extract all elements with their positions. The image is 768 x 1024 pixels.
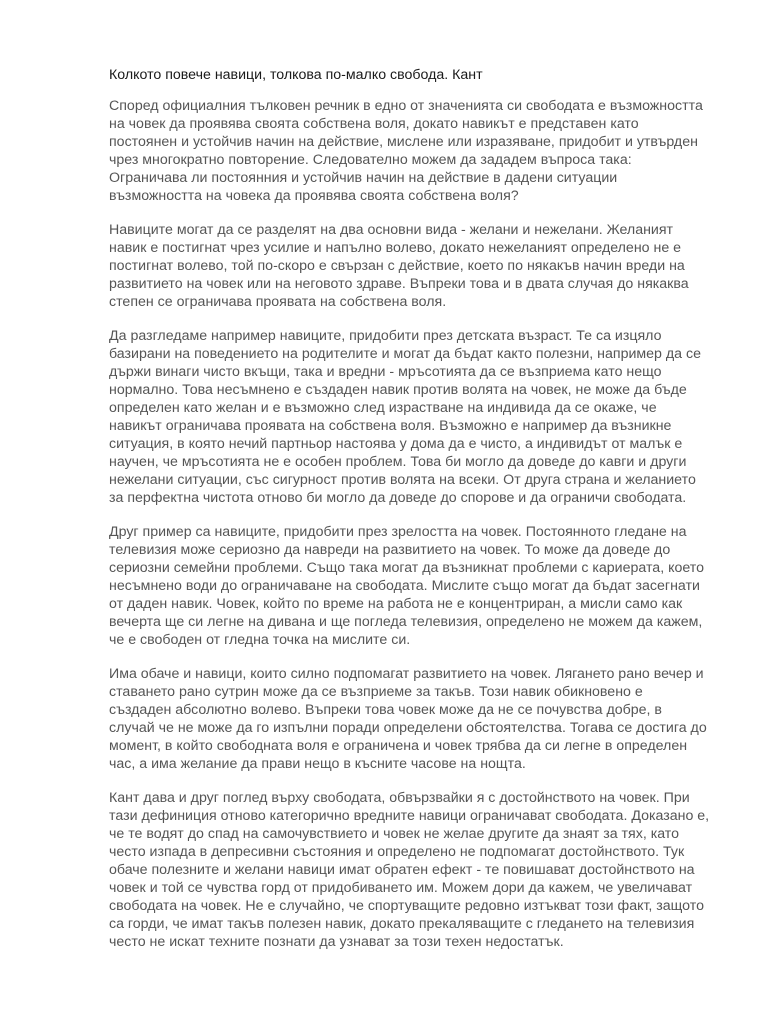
- paragraph: [109, 97, 709, 205]
- text-line: често изпада в депресивни състояния и определено не подпомагат достойнството. Тук: [109, 844, 685, 860]
- text-line: Да разгледаме например навиците, придобити през детската възраст. Те са изцяло: [109, 328, 662, 344]
- text-line: ситуация, в която нечий партньор настоява у дома да е чисто, а индивидът от малък е: [109, 436, 683, 452]
- text-line: Според официалния тълковен речник в едно от значенията си свободата е възможността: [109, 98, 703, 114]
- text-line: вечерта ще си легне на дивана и ще погледа телевизия, определено не можем да кажем,: [109, 614, 703, 630]
- text-line: създаден абсолютно волево. Въпреки това човек може да не се почувства добре, в: [109, 702, 662, 718]
- text-line: Навиците могат да се разделят на два основни вида - желани и нежелани. Желаният: [109, 222, 674, 238]
- text-line: навик е постигнат чрез усилие и напълно волево, докато нежеланият определено не е: [109, 240, 682, 256]
- paragraph: [109, 665, 709, 773]
- text-line: често не искат техните познати да узнават за този техен недостатък.: [109, 934, 564, 950]
- text-line: са горди, че имат такъв полезен навик, докато прекаляващите с гледането на телевизия: [109, 916, 695, 932]
- text-line: човек и той се чувства горд от придобиването им. Можем дори да кажем, че увеличават: [109, 880, 693, 896]
- text-line: телевизия може сериозно да навреди на развитието на човек. То може да доведе до: [109, 542, 671, 558]
- document-title: Колкото повече навици, толкова по-малко свобода. Кант: [109, 67, 483, 83]
- text-line: Ограничава ли постоянния и устойчив начин на действие в дадени ситуации: [109, 170, 618, 186]
- document-body: [109, 97, 709, 951]
- text-line: възможността на човека да проявява своята собствена воля?: [109, 188, 519, 204]
- paragraph: [109, 789, 709, 951]
- text-line: постоянен и устойчив начин на действие, мислене или изразяване, придобит и утвърден: [109, 134, 698, 150]
- text-line: Кант дава и друг поглед върху свободата, обвързвайки я с достойнството на човек. При: [109, 790, 690, 806]
- text-line: момент, в който свободната воля е ограничена и човек трябва да си легне в определен: [109, 738, 688, 754]
- text-line: обаче полезните и желани навици имат обратен ефект - те повишават достойнството на: [109, 862, 695, 878]
- text-line: нормално. Това несъмнено е създаден навик против волята на човек, не може да бъде: [109, 382, 687, 398]
- text-line: за перфектна чистота отново би могло да доведе до спорове и да ограничи свободата.: [109, 490, 687, 506]
- text-line: научен, че мръсотията не е особен проблем. Това би могло да доведе до кавги и други: [109, 454, 687, 470]
- text-line: от даден навик. Човек, който по време на работа не е концентриран, а мисли само как: [109, 596, 683, 612]
- text-line: нежелани ситуации, със сигурност против волята на всеки. От друга страна и желанието: [109, 472, 696, 488]
- text-line: постигнат волево, той по-скоро е свързан с действие, което по някакъв начин вреди на: [109, 258, 685, 274]
- text-line: определен като желан и е възможно след израстване на индивида да се окаже, че: [109, 400, 657, 416]
- text-line: ставането рано сутрин може да се възприеме за такъв. Този навик обикновено е: [109, 684, 643, 700]
- text-line: несъмнено води до ограничаване на свободата. Мислите също могат да бъдат засегнати: [109, 578, 700, 594]
- paragraph: [109, 523, 709, 649]
- text-line: свободата на човек. Не е случайно, че спортуващите редовно изтъкват този факт, защото: [109, 898, 704, 914]
- text-line: държи винаги чисто вкъщи, така и вредни - мръсотията да се възприема като нещо: [109, 364, 662, 380]
- text-line: Друг пример са навиците, придобити през зрелостта на човек. Постоянното гледане на: [109, 524, 687, 540]
- text-line: Има обаче и навици, които силно подпомагат развитието на човек. Лягането рано вечер и: [109, 666, 704, 682]
- text-line: развитието на човек или на неговото здраве. Въпреки това и в двата случая до някаква: [109, 276, 689, 292]
- text-line: че е свободен от гледна точка на мислите си.: [109, 632, 411, 648]
- text-line: тази дефиниция отново категорично вредните навици ограничават свободата. Доказано е,: [109, 808, 710, 824]
- paragraph: [109, 327, 709, 507]
- text-line: степен се ограничава проявата на собствена воля.: [109, 294, 447, 310]
- text-line: навикът ограничава проявата на собствена воля. Възможно е например да възникне: [109, 418, 672, 434]
- text-line: случай че не може да го изпълни поради определени обстоятелства. Тогава се достига до: [109, 720, 707, 736]
- text-line: час, а има желание да прави нещо в късните часове на нощта.: [109, 756, 526, 772]
- text-line: че те водят до спад на самочувствието и човек не желае другите да знаят за тях, като: [109, 826, 680, 842]
- paragraph: [109, 221, 709, 311]
- text-line: чрез многократно повторение. Следователно можем да зададем въпроса така:: [109, 152, 632, 168]
- text-line: базирани на поведението на родителите и могат да бъдат както полезни, например да се: [109, 346, 701, 362]
- text-line: на човек да проявява своята собствена воля, докато навикът е представен като: [109, 116, 639, 132]
- text-line: сериозни семейни проблеми. Също така могат да възникнат проблеми с кариерата, което: [109, 560, 704, 576]
- document-page: [109, 66, 709, 967]
